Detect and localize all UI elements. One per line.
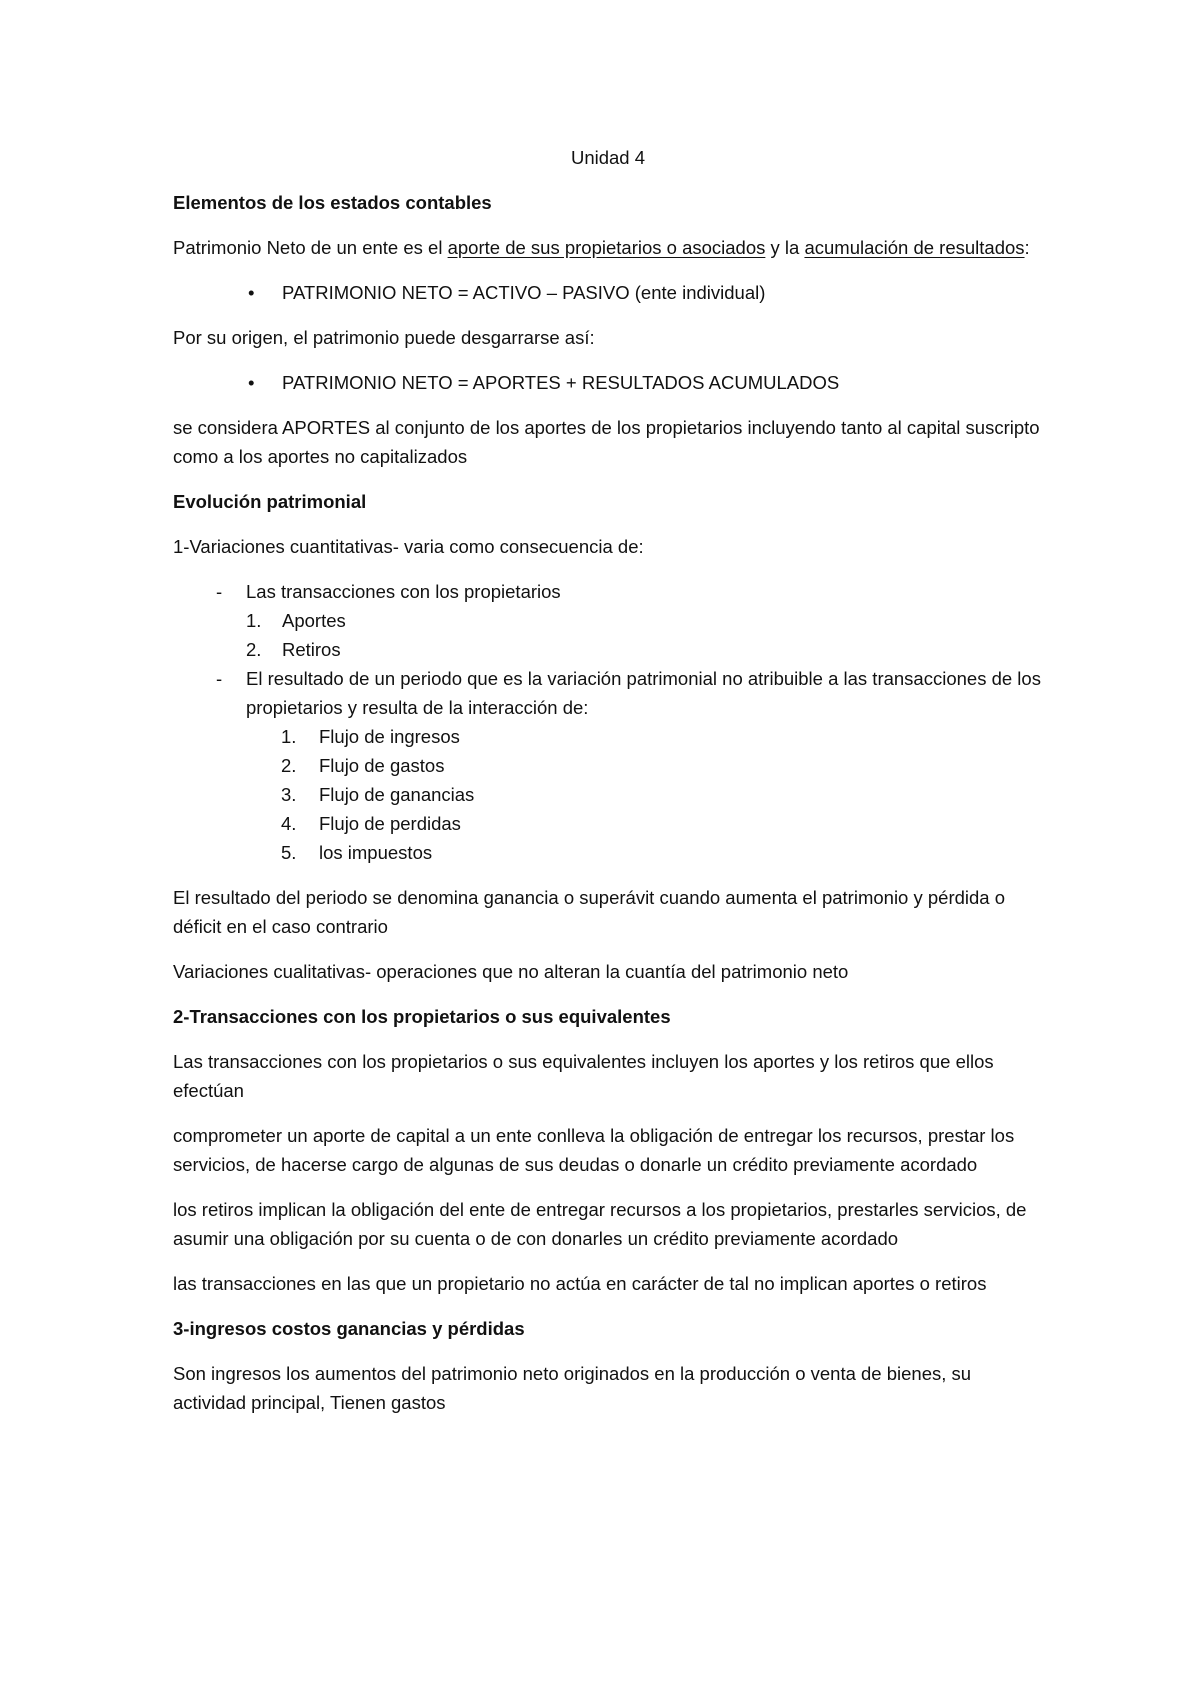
list-number: 1. bbox=[281, 726, 297, 747]
list-number: 4. bbox=[281, 813, 297, 834]
list-item-text: Flujo de gastos bbox=[319, 755, 445, 776]
section-heading-ingresos: 3-ingresos costos ganancias y pérdidas bbox=[173, 1318, 525, 1339]
list-item-text: Retiros bbox=[282, 639, 341, 660]
paragraph-origen: Por su origen, el patrimonio puede desgarrarse así: bbox=[173, 327, 595, 348]
paragraph-patrimonio-neto bbox=[173, 233, 1043, 262]
section-heading-elementos: Elementos de los estados contables bbox=[173, 192, 492, 213]
numbered-list-item bbox=[173, 635, 1043, 664]
paragraph-text: : bbox=[1024, 237, 1030, 258]
bullet-item-equation-1 bbox=[173, 278, 1043, 307]
paragraph-variaciones-cuantitativas: 1-Variaciones cuantitativas- varia como consecuencia de: bbox=[173, 536, 644, 557]
paragraph-comprometer: comprometer un aporte de capital a un ente conlleva la obligación de entregar los recursos, prestar los servicios, de hacerse cargo de algunas de sus deudas o donarle un crédito previamente acordado bbox=[173, 1125, 1015, 1175]
paragraph-ingresos: Son ingresos los aumentos del patrimonio neto originados en la producción o venta de bienes, su actividad principal, Tienen gastos bbox=[173, 1363, 972, 1413]
dash-list-item bbox=[173, 577, 1043, 606]
bullet-text: PATRIMONIO NETO = ACTIVO – PASIVO (ente individual) bbox=[282, 282, 766, 303]
bullet-icon: • bbox=[248, 282, 255, 303]
list-number: 3. bbox=[281, 784, 297, 805]
paragraph-text: y la bbox=[765, 237, 805, 258]
list-item-text: Flujo de ingresos bbox=[319, 726, 460, 747]
numbered-list-item bbox=[173, 751, 1043, 780]
dash-list-text: El resultado de un periodo que es la variación patrimonial no atribuible a las transacciones de los propietarios y resulta de la interacción de: bbox=[246, 668, 1041, 718]
paragraph-aportes: se considera APORTES al conjunto de los aportes de los propietarios incluyendo tanto al capital suscripto como a los aportes no capitalizados bbox=[173, 417, 1040, 467]
bullet-item-equation-2 bbox=[173, 368, 1043, 397]
dash-icon: - bbox=[216, 581, 223, 602]
list-item-text: Flujo de ganancias bbox=[319, 784, 475, 805]
paragraph-resultado-periodo: El resultado del periodo se denomina ganancia o superávit cuando aumenta el patrimonio y pérdida o déficit en el caso contrario bbox=[173, 887, 1006, 937]
numbered-list-item bbox=[173, 838, 1043, 867]
dash-icon: - bbox=[216, 668, 223, 689]
paragraph-variaciones-cualitativas: Variaciones cualitativas- operaciones que no alteran la cuantía del patrimonio neto bbox=[173, 961, 849, 982]
list-number: 2. bbox=[246, 639, 262, 660]
numbered-list-item bbox=[173, 780, 1043, 809]
underlined-text-aporte: aporte de sus propietarios o asociados bbox=[447, 237, 766, 258]
dash-list-item bbox=[173, 664, 1043, 722]
paragraph-text: Patrimonio Neto de un ente es el bbox=[173, 237, 448, 258]
list-number: 5. bbox=[281, 842, 297, 863]
list-item-text: Flujo de perdidas bbox=[319, 813, 461, 834]
numbered-list-item bbox=[173, 722, 1043, 751]
numbered-list-item bbox=[173, 809, 1043, 838]
document-body bbox=[173, 143, 1043, 1433]
paragraph-transacciones: Las transacciones con los propietarios o sus equivalentes incluyen los aportes y los retiros que ellos efectúan bbox=[173, 1051, 994, 1101]
list-number: 2. bbox=[281, 755, 297, 776]
underlined-text-acumulacion: acumulación de resultados bbox=[804, 237, 1025, 258]
paragraph-caracter: las transacciones en las que un propietario no actúa en carácter de tal no implican aportes o retiros bbox=[173, 1273, 987, 1294]
bullet-text: PATRIMONIO NETO = APORTES + RESULTADOS ACUMULADOS bbox=[282, 372, 840, 393]
section-heading-transacciones: 2-Transacciones con los propietarios o sus equivalentes bbox=[173, 1006, 671, 1027]
bullet-icon: • bbox=[248, 372, 255, 393]
list-item-text: los impuestos bbox=[319, 842, 433, 863]
numbered-list-item bbox=[173, 606, 1043, 635]
list-number: 1. bbox=[246, 610, 262, 631]
page-title: Unidad 4 bbox=[570, 147, 646, 168]
list-item-text: Aportes bbox=[282, 610, 346, 631]
section-heading-evolucion: Evolución patrimonial bbox=[173, 491, 367, 512]
paragraph-retiros: los retiros implican la obligación del ente de entregar recursos a los propietarios, prestarles servicios, de asumir una obligación por su cuenta o de con donarles un crédito previamente acordado bbox=[173, 1199, 1027, 1249]
dash-list-text: Las transacciones con los propietarios bbox=[246, 581, 561, 602]
dash-list bbox=[173, 577, 1043, 867]
